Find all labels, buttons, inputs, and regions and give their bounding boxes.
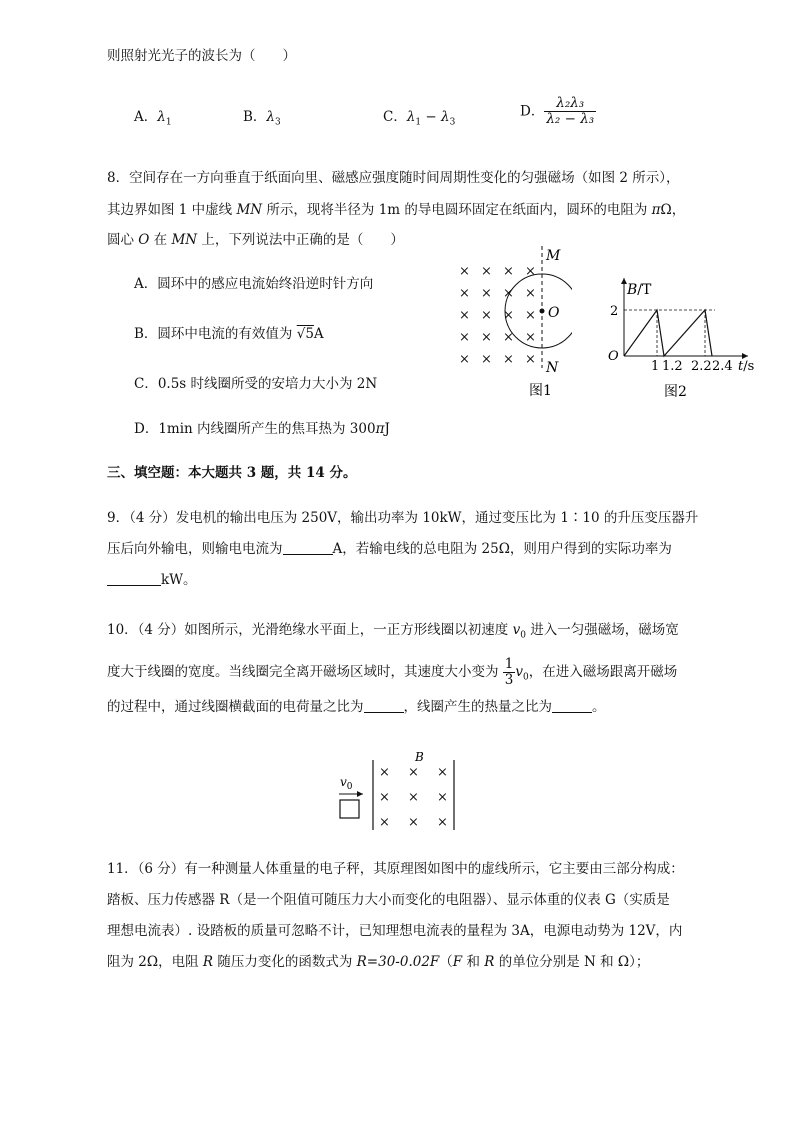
q10-fraction: $\frac{1}{3}$	[504, 656, 514, 688]
field-label-b: B	[415, 750, 424, 764]
svg-text:×: ×	[481, 264, 492, 279]
svg-text:×: ×	[379, 815, 390, 830]
q7-option-a[interactable]: A．$\lambda_1$	[134, 109, 172, 128]
figure-2-caption: 图2	[664, 384, 687, 400]
x-tick-2-2: 2.2	[691, 359, 712, 374]
svg-text:×: ×	[481, 330, 492, 345]
conducting-ring	[505, 274, 572, 348]
x-axis-label: t/s	[738, 359, 755, 374]
velocity-label: $v_0$	[340, 775, 353, 792]
svg-text:×: ×	[525, 286, 536, 301]
q10-field-crosses	[379, 765, 448, 830]
label-o: O	[548, 305, 560, 321]
q8-option-c[interactable]: C．0.5s 时线圈所受的安培力大小为 2N	[134, 376, 378, 392]
x-tick-2-4: 2.4	[712, 359, 733, 374]
svg-text:×: ×	[503, 330, 514, 345]
q9-line3: kW。	[107, 570, 197, 590]
q10-figure	[335, 748, 465, 832]
q10-line3: 的过程中，通过线圈横截面的电荷量之比为 ，线圈产生的热量之比为 。	[107, 699, 606, 715]
svg-text:×: ×	[525, 330, 536, 345]
q11-line1: 11．（6 分）有一种测量人体重量的电子秤，其原理图如图中的虚线所示，它主要由三部分构成：	[107, 861, 684, 877]
svg-text:×: ×	[459, 286, 470, 301]
svg-text:×: ×	[481, 352, 492, 367]
q8-line3: 圆心 O 在 MN 上，下列说法中正确的是（ ）	[107, 232, 404, 248]
q7-option-c[interactable]: C．$\lambda_1 - \lambda_3$	[383, 109, 456, 128]
q7-option-b[interactable]: B．$\lambda_3$	[243, 109, 281, 128]
figure-2-graph	[600, 272, 770, 404]
q8-line1: 8．空间存在一方向垂直于纸面向里、磁感应强度随时间周期性变化的匀强磁场（如图 2 所示），	[107, 170, 680, 186]
q9-blank-2[interactable]	[107, 571, 161, 586]
y-axis-label: B/T	[627, 282, 652, 298]
q10-line2: 度大于线圈的宽度。当线圈完全离开磁场区域时，其速度大小变为 $\frac{1}{3}$ $v_0$，在进入磁场跟离开磁场	[107, 656, 678, 688]
figure-1-diagram	[452, 244, 572, 404]
q7-tail: 则照射光光子的波长为（ ）	[107, 48, 296, 64]
label-n: N	[546, 360, 559, 376]
origin-label: O	[608, 349, 619, 364]
svg-text:×: ×	[503, 286, 514, 301]
svg-text:×: ×	[481, 286, 492, 301]
section-3-heading: 三、填空题：本大题共 3 题，共 14 分。	[107, 465, 357, 481]
svg-text:×: ×	[525, 264, 536, 279]
y-tick-2: 2	[610, 304, 619, 319]
q11-line4: 阻为 2Ω，电阻 R 随压力变化的函数式为 R=30-0.02F（F 和 R 的单位分别是 N 和 Ω）；	[107, 954, 650, 970]
figure-1-caption: 图1	[529, 383, 552, 399]
q8-option-d[interactable]: D．1min 内线圈所产生的焦耳热为 300πJ	[134, 421, 390, 437]
q9-line2: 压后向外输电，则输电电流为 A，若输电线的总电阻为 25Ω，则用户得到的实际功率为	[107, 541, 672, 557]
svg-text:×: ×	[408, 765, 419, 780]
q8-option-a[interactable]: A．圆环中的感应电流始终沿逆时针方向	[134, 276, 374, 292]
square-coil	[340, 800, 359, 818]
svg-text:×: ×	[503, 352, 514, 367]
q7-option-d[interactable]: D． $\frac{\text{λ₂λ₃}}{\text{λ₂ − λ₃}}$	[520, 95, 595, 127]
x-tick-1: 1	[651, 359, 660, 374]
svg-text:×: ×	[437, 790, 448, 805]
svg-text:×: ×	[379, 790, 390, 805]
q11-line3: 理想电流表）. 设踏板的质量可忽略不计，已知理想电流表的量程为 3A，电源电动势为 12V，内	[107, 923, 683, 939]
svg-text:×: ×	[481, 308, 492, 323]
svg-text:×: ×	[459, 352, 470, 367]
svg-text:×: ×	[408, 790, 419, 805]
q10-blank-1[interactable]	[364, 698, 404, 713]
q11-line2: 踏板、压力传感器 R（是一个阻值可随压力大小而变化的电阻器）、显示体重的仪表 G（实质是	[107, 892, 670, 908]
svg-text:×: ×	[459, 308, 470, 323]
svg-text:×: ×	[459, 264, 470, 279]
svg-text:×: ×	[459, 330, 470, 345]
q8-option-b[interactable]: B．圆环中电流的有效值为 √5A	[134, 326, 324, 342]
svg-text:×: ×	[408, 815, 419, 830]
svg-text:×: ×	[437, 765, 448, 780]
q10-line1: 10．（4 分）如图所示，光滑绝缘水平面上，一正方形线圈以初速度 $v_0$ 进入一匀强磁场，磁场宽	[107, 622, 679, 641]
q9-line1: 9．（4 分）发电机的输出电压为 250V，输出功率为 10kW，通过变压比为 1∶10 的升压变压器升	[107, 510, 699, 526]
b-t-waveform	[624, 310, 712, 356]
ring-center-dot	[540, 309, 545, 314]
svg-text:×: ×	[437, 815, 448, 830]
x-tick-1-2: 1.2	[662, 359, 683, 374]
q9-blank-1[interactable]	[283, 540, 333, 555]
svg-text:×: ×	[503, 308, 514, 323]
magnetic-field-crosses	[459, 264, 536, 367]
svg-text:×: ×	[379, 765, 390, 780]
q7-option-d-fraction: $\frac{\text{λ₂λ₃}}{\text{λ₂ − λ₃}}$	[546, 95, 595, 127]
q10-blank-2[interactable]	[552, 698, 592, 713]
svg-text:×: ×	[525, 352, 536, 367]
svg-text:×: ×	[503, 264, 514, 279]
svg-text:×: ×	[525, 308, 536, 323]
label-m: M	[546, 248, 561, 264]
q8-line2: 其边界如图 1 中虚线 MN 所示，现将半径为 1m 的导电圆环固定在纸面内，圆环的电阻为 πΩ，	[107, 202, 686, 218]
